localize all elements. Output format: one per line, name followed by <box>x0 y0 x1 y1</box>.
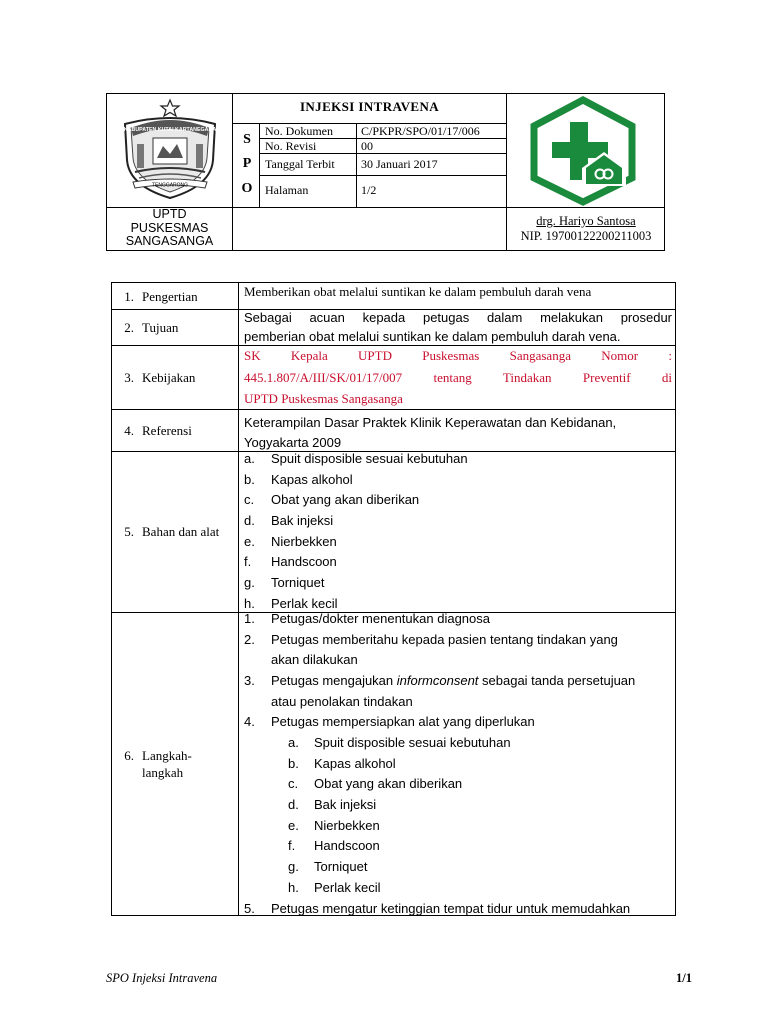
list-marker: f. <box>288 838 296 854</box>
puskesmas-line: SANGASANGA <box>125 234 214 248</box>
langkah-sub-list <box>244 733 672 899</box>
list-marker: h. <box>244 595 255 611</box>
step-item <box>244 609 672 630</box>
list-item <box>244 816 672 837</box>
list-text: Spuit disposible sesuai kebutuhan <box>314 735 511 750</box>
issue-date-label: Tanggal Terbit <box>265 157 335 171</box>
list-item <box>244 532 672 553</box>
kebijakan-line: 445.1.807/A/III/SK/01/17/007 tentang Tindakan Preventif di <box>244 369 672 385</box>
list-marker: b. <box>244 471 255 487</box>
list-marker: 1. <box>244 611 255 626</box>
list-item <box>244 878 672 899</box>
list-text: Torniquet <box>314 859 368 875</box>
list-marker: a. <box>288 735 299 750</box>
list-text: Bak injeksi <box>314 797 377 813</box>
list-marker: a. <box>244 451 255 466</box>
tujuan-text <box>244 308 672 346</box>
section-label-text: Tujuan <box>142 319 179 335</box>
list-text: Kapas alkohol <box>271 471 353 487</box>
kebijakan-line: SK Kepala UPTD Puskesmas Sangasanga Nomor : <box>244 348 672 363</box>
page-label: Halaman <box>265 183 309 197</box>
list-marker: 3. <box>244 673 255 689</box>
puskesmas-logo-icon <box>524 96 642 206</box>
section-number: 6. <box>124 748 134 763</box>
list-marker: e. <box>288 817 299 833</box>
section-label-referensi <box>112 409 233 451</box>
spo-letter-p: P <box>242 156 252 171</box>
kepala-name: drg. Hariyo Santosa <box>536 214 636 228</box>
list-text: Kapas alkohol <box>314 755 396 771</box>
list-marker: 5. <box>244 901 255 916</box>
section-label-tujuan <box>112 309 233 345</box>
list-marker: e. <box>244 533 255 549</box>
langkah-list-continued <box>244 899 672 920</box>
list-marker: d. <box>288 797 299 813</box>
list-text: Perlak kecil <box>271 595 338 611</box>
list-text: Bak injeksi <box>271 513 334 529</box>
footer-page-number: 1/1 <box>676 971 692 985</box>
revision-label: No. Revisi <box>265 139 317 153</box>
label-line: langkah <box>142 765 184 780</box>
step-item-continuation <box>244 692 672 713</box>
list-item <box>244 470 672 491</box>
puskesmas-name <box>107 208 232 249</box>
list-text: Petugas/dokter menentukan diagnosa <box>271 611 490 626</box>
puskesmas-line: PUSKESMAS <box>130 220 209 235</box>
list-text: Obat yang akan diberikan <box>271 492 420 508</box>
step-item <box>244 899 672 920</box>
procedure-table <box>111 282 676 916</box>
section-label-text: Pengertian <box>142 288 198 304</box>
pengertian-text: Memberikan obat melalui suntikan ke dalam pembuluh darah vena <box>244 284 592 299</box>
list-text: Petugas memberitahu kepada pasien tentang tindakan yang <box>271 631 618 647</box>
kepala-nip: NIP. 19700122200211003 <box>520 229 652 243</box>
list-item <box>244 511 672 532</box>
grid-line <box>356 123 357 207</box>
section-number: 1. <box>124 288 134 304</box>
emblem-banner-text: KABUPATEN KUTAI KARTANEGARA <box>123 127 217 133</box>
list-item <box>244 774 672 795</box>
list-marker: c. <box>244 492 255 508</box>
section-number: 2. <box>124 319 134 335</box>
kebijakan-text <box>244 345 672 410</box>
list-item <box>244 490 672 511</box>
emphasis-text: informconsent <box>396 673 479 689</box>
step-item <box>244 671 672 692</box>
list-item <box>244 754 672 775</box>
tujuan-line: pemberian obat melalui suntikan ke dalam pembuluh darah vena. <box>244 329 621 344</box>
grid-line <box>259 153 506 154</box>
section-number: 4. <box>124 422 134 438</box>
bahan-list <box>244 449 672 615</box>
page-value: 1/2 <box>361 183 377 197</box>
spo-letter-s: S <box>243 132 251 147</box>
kutai-kartanegara-emblem-icon <box>115 98 225 204</box>
list-marker: h. <box>288 879 299 895</box>
tujuan-line: Sebagai acuan kepada petugas dalam melakukan prosedur <box>244 310 672 325</box>
kepala-signature-block <box>507 214 665 244</box>
list-marker: 4. <box>244 714 255 730</box>
section-label-text: Referensi <box>142 422 192 438</box>
list-text: Handscoon <box>314 838 380 854</box>
spo-letter-o: O <box>241 181 253 196</box>
step-item-continuation <box>244 650 672 671</box>
referensi-line: Keterampilan Dasar Praktek Klinik Keperawatan dan Kebidanan, <box>244 415 617 430</box>
list-item <box>244 836 672 857</box>
list-text <box>271 671 635 692</box>
section-label-text: Kebijakan <box>142 369 196 385</box>
list-marker: g. <box>288 859 299 875</box>
list-text: Nierbekken <box>314 817 380 833</box>
text-part: sebagai tanda persetujuan <box>478 673 636 689</box>
section-number: 5. <box>124 524 134 539</box>
footer-document-name: SPO Injeksi Intravena <box>106 971 218 985</box>
grid-line <box>259 175 506 176</box>
list-item <box>244 449 672 470</box>
section-label-langkah <box>112 612 233 916</box>
section-label-text: Bahan dan alat <box>142 524 220 539</box>
label-line: Langkah- <box>142 748 192 763</box>
list-text: Petugas mempersiapkan alat yang diperlukan <box>271 714 535 730</box>
revision-value: 00 <box>361 139 373 153</box>
langkah-list <box>244 609 672 733</box>
list-text: Spuit disposible sesuai kebutuhan <box>271 451 468 466</box>
list-text: Handscoon <box>271 554 337 570</box>
grid-line <box>238 283 239 916</box>
document-header <box>106 93 665 251</box>
list-item <box>244 795 672 816</box>
referensi-line: Yogyakarta 2009 <box>244 435 342 450</box>
list-text: atau penolakan tindakan <box>271 693 413 709</box>
list-marker: f. <box>244 554 252 570</box>
emblem-motto-text: TENGGARONG <box>151 182 189 189</box>
section-label-bahan <box>112 451 233 612</box>
list-item <box>244 573 672 594</box>
list-marker: 2. <box>244 631 255 647</box>
list-item <box>244 552 672 573</box>
doc-number-value: C/PKPR/SPO/01/17/006 <box>361 124 480 138</box>
text-part: Petugas mengajukan <box>271 673 397 689</box>
list-marker: c. <box>288 776 299 792</box>
list-text: Nierbekken <box>271 533 337 549</box>
list-text: Perlak kecil <box>314 879 381 895</box>
kebijakan-line: UPTD Puskesmas Sangasanga <box>244 391 403 406</box>
list-item <box>244 733 672 754</box>
list-text: Torniquet <box>271 575 325 591</box>
issue-date-value: 30 Januari 2017 <box>361 157 438 171</box>
step-item <box>244 712 672 733</box>
list-marker: b. <box>288 755 299 771</box>
section-label-pengertian <box>112 283 233 309</box>
list-marker: g. <box>244 575 255 591</box>
list-text: akan dilakukan <box>271 652 358 668</box>
list-text: Obat yang akan diberikan <box>314 776 463 792</box>
list-marker: d. <box>244 513 255 529</box>
step-item <box>244 630 672 651</box>
referensi-text <box>244 413 672 453</box>
puskesmas-line: UPTD <box>152 207 187 221</box>
section-label-kebijakan <box>112 345 233 409</box>
list-item <box>244 857 672 878</box>
list-text: Petugas mengatur ketinggian tempat tidur untuk memudahkan <box>271 901 631 916</box>
doc-number-label: No. Dokumen <box>265 124 333 138</box>
section-number: 3. <box>124 369 134 385</box>
section-label-text <box>142 747 192 781</box>
document-title: INJEKSI INTRAVENA <box>299 99 440 114</box>
